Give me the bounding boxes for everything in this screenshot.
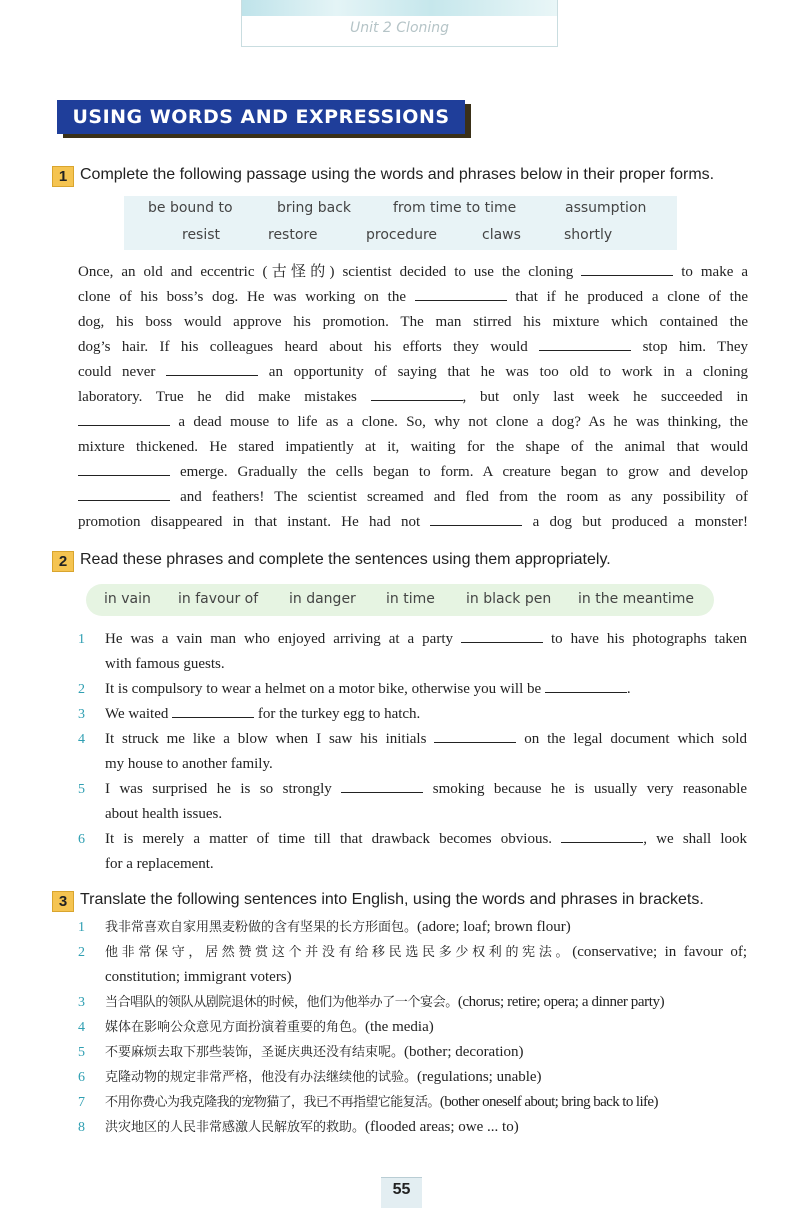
translation-item: 媒体在影响公众意见方面扮演着重要的角色。(the media) [105,1019,434,1035]
answer-blank[interactable] [539,338,631,351]
phrase-option: in black pen [466,591,552,607]
exercise-3-number: 3 [52,891,74,912]
item-number: 3 [78,707,85,722]
answer-blank[interactable] [78,463,170,476]
item-number: 2 [78,945,85,960]
word-option: bring back [277,200,352,216]
translation-item: 克隆动物的规定非常严格，他没有办法继续他的试验。(regulations; unable) [105,1069,542,1085]
answer-blank[interactable] [415,288,507,301]
answer-blank[interactable] [78,413,170,426]
item-number: 2 [78,682,85,697]
phrase-option: in danger [289,591,356,607]
unit-header-tab [241,0,558,47]
answer-blank[interactable] [78,488,170,501]
answer-blank[interactable] [545,680,627,693]
answer-blank[interactable] [581,263,673,276]
answer-blank[interactable] [561,830,643,843]
item-number: 1 [78,920,85,935]
translation-item: 他非常保守，居然赞赏这个并没有给移民选民多少权利的宪法。(conservative; in favour of; [105,944,747,960]
word-option: from time to time [393,200,517,216]
passage-line: dog’s hair. If his colleagues heard about his efforts they would stop him. They [78,339,748,355]
item-number: 4 [78,732,85,747]
word-option: resist [182,227,221,243]
unit-label: Unit 2 Cloning [349,20,450,36]
translation-item: 不要麻烦去取下那些装饰，圣诞庆典还没有结束呢。(bother; decoration) [105,1044,524,1060]
word-option: assumption [565,200,647,216]
sentence-line: It is merely a matter of time till that drawback becomes obvious. , we shall look [105,831,748,847]
sentence-line: about health issues. [105,806,223,822]
answer-blank[interactable] [430,513,522,526]
section-title: USING WORDS AND EXPRESSIONS [72,106,450,128]
item-number: 5 [78,782,85,797]
item-number: 5 [78,1045,85,1060]
passage-line: and feathers! The scientist screamed and fled from the room as any possibility of [78,485,748,510]
sentence-line: I was surprised he is so strongly smoking because he is usually very reasonable [105,781,748,797]
translation-item: 不用你费心为我克隆我的宠物猫了，我已不再指望它能复活。(bother oneself about; bring back to life) [105,1094,658,1110]
page-number: 55 [392,1181,411,1198]
phrase-option: in the meantime [578,591,694,607]
answer-blank[interactable] [371,388,463,401]
answer-blank[interactable] [434,730,516,743]
sentence-line: We waited for the turkey egg to hatch. [105,706,421,722]
translation-item: 我非常喜欢自家用黑麦粉做的含有坚果的长方形面包。(adore; loaf; brown flour) [105,919,571,935]
answer-blank[interactable] [166,363,258,376]
item-number: 8 [78,1120,85,1135]
word-option: restore [268,227,318,243]
passage-line: emerge. Gradually the cells began to form. A creature began to grow and develop [78,460,748,485]
exercise-1-instruction: Complete the following passage using the words and phrases below in their proper forms. [80,166,715,183]
passage-line: mixture thickened. He stared impatiently at it, waiting for the shape of the animal that would [78,439,748,455]
phrase-option: in favour of [178,591,259,607]
phrase-option: in time [386,591,435,607]
passage-line: promotion disappeared in that instant. He had not a dog but produced a monster! [78,514,749,530]
answer-blank[interactable] [461,630,543,643]
passage-line: Once, an old and eccentric (古怪的) scientist decided to use the cloning to make a [78,264,749,280]
sentence-line: It struck me like a blow when I saw his initials on the legal document which sold [105,731,748,747]
item-number: 6 [78,832,85,847]
item-number: 6 [78,1070,85,1085]
exercise-2-number: 2 [52,551,74,572]
passage-line: dog, his boss would approve his promotion. The man stirred his mixture which contained the [78,314,748,330]
translation-item: 当合唱队的领队从剧院退休的时候，他们为他举办了一个宴会。(chorus; retire; opera; a dinner party) [105,994,665,1010]
sentence-line: with famous guests. [105,656,225,672]
sentence-line: He was a vain man who enjoyed arriving at a party to have his photographs taken [105,631,748,647]
word-option: shortly [564,227,613,243]
item-number: 1 [78,632,85,647]
passage-line: clone of his boss’s dog. He was working on the that if he produced a clone of the [78,289,749,305]
word-option: be bound to [148,200,233,216]
exercise-3-instruction: Translate the following sentences into English, using the words and phrases in brackets. [80,891,704,908]
passage-line: could never an opportunity of saying that he was too old to work in a cloning [78,364,749,380]
item-number: 4 [78,1020,85,1035]
answer-blank[interactable] [341,780,423,793]
answer-blank[interactable] [172,705,254,718]
passage-line: laboratory. True he did make mistakes , but only last week he succeeded in [78,389,749,405]
word-option: procedure [366,227,438,243]
sentence-line: for a replacement. [105,856,214,872]
sentence-line: my house to another family. [105,756,273,772]
header-wave-decoration [242,0,557,16]
translation-item: 洪灾地区的人民非常感激人民解放军的救助。(flooded areas; owe ... to) [105,1119,519,1135]
passage-line: a dead mouse to life as a clone. So, why not clone a dog? As he was thinking, the [78,410,748,435]
phrase-option: in vain [104,591,151,607]
item-number: 3 [78,995,85,1010]
translation-item-continued: constitution; immigrant voters) [105,969,292,985]
item-number: 7 [78,1095,85,1110]
word-option: claws [482,227,521,243]
exercise-2-instruction: Read these phrases and complete the sentences using them appropriately. [80,551,611,568]
sentence-line: It is compulsory to wear a helmet on a motor bike, otherwise you will be . [105,681,631,697]
exercise-1-number: 1 [52,166,74,187]
